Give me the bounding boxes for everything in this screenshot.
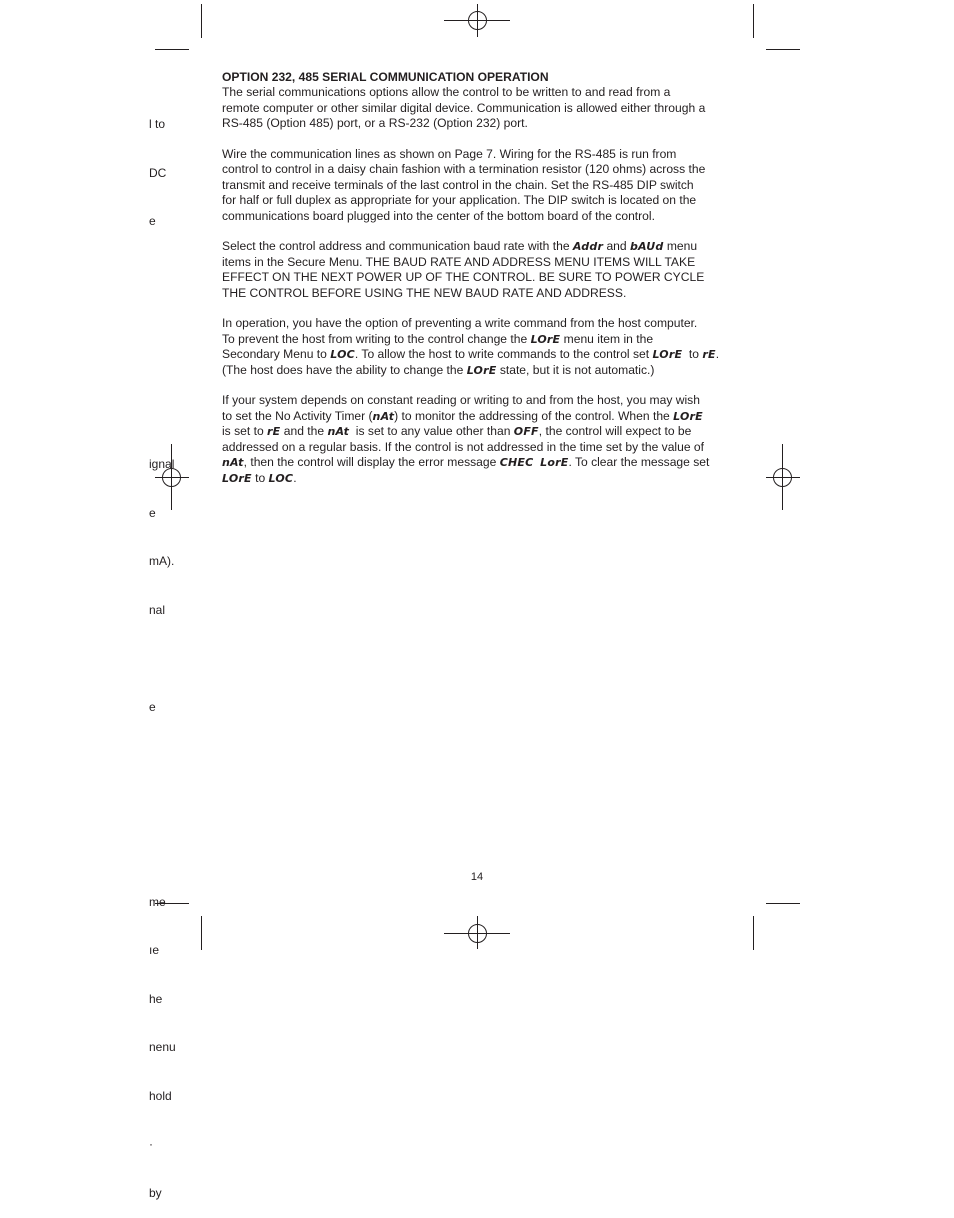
text-line: (The host does have the ability to change the LOrE state, but it is not automatic.): [222, 362, 655, 377]
paragraph-intro: [222, 85, 734, 131]
lcd-addr: Addr: [572, 240, 604, 254]
crop-mark: [155, 49, 189, 50]
text-line: Select the control address and communication baud rate with the Addr and bAUd menu: [222, 239, 698, 254]
text-line: remote computer or other similar digital device. Communication is allowed either through a: [222, 100, 706, 115]
text-line: The serial communications options allow the control to be written to and read from a: [222, 85, 671, 100]
text-line: communications board plugged into the center of the bottom board of the control.: [222, 208, 655, 223]
lcd-lore: LOrE: [673, 409, 703, 423]
lcd-re: rE: [267, 425, 281, 439]
lcd-lore: LorE: [540, 456, 569, 470]
lcd-nat: nAt: [327, 425, 350, 439]
bleed-line: [149, 748, 181, 765]
text-line: THE CONTROL BEFORE USING THE NEW BAUD RATE AND ADDRESS.: [222, 285, 627, 300]
lcd-baud: bAUd: [629, 240, 664, 254]
text-line: In operation, you have the option of preventing a write command from the host computer.: [222, 316, 698, 331]
lcd-chec: CHEC: [499, 456, 534, 470]
bleed-line: [149, 845, 181, 862]
crop-mark: [766, 49, 800, 50]
section-heading: OPTION 232, 485 SERIAL COMMUNICATION OPERATION: [222, 70, 549, 84]
text-line: is set to rE and the nAt is set to any value other than OFF, the control will expect to be: [222, 424, 692, 439]
lcd-loc: LOC: [330, 348, 355, 362]
text-line: To prevent the host from writing to the control change the LOrE menu item in the: [222, 331, 654, 346]
bleed-line: he: [149, 991, 163, 1006]
bleed-line: [149, 310, 181, 327]
bleed-line: ignal: [149, 457, 175, 472]
text-line: transmit and receive terminals of the last control in the chain. Set the RS-485 DIP switch: [222, 177, 694, 192]
bleed-line: e: [149, 214, 156, 229]
lcd-lore: LOrE: [466, 363, 497, 377]
paragraph-wiring: [222, 147, 734, 224]
crop-mark: [201, 4, 202, 38]
bleed-line: e: [149, 505, 156, 520]
text-line: items in the Secure Menu. THE BAUD RATE AND ADDRESS MENU ITEMS WILL TAKE: [222, 254, 696, 269]
paragraph-address-baud: [222, 239, 734, 301]
lcd-loc: LOC: [268, 471, 294, 485]
page-number: 14: [470, 871, 484, 883]
crop-mark: [201, 916, 202, 950]
bleed-line: ·: [149, 1137, 153, 1152]
paragraph-write-protect: [222, 316, 734, 378]
text-line: RS-485 (Option 485) port, or a RS-232 (Option 232) port.: [222, 116, 528, 131]
lcd-nat: nAt: [372, 409, 395, 423]
text-line: Wire the communication lines as shown on Page 7. Wiring for the RS-485 is run from: [222, 147, 677, 162]
lcd-lore: LOrE: [530, 332, 561, 346]
bleed-line: nenu: [149, 1040, 176, 1055]
crop-mark: [753, 916, 754, 950]
text-line: EFFECT ON THE NEXT POWER UP OF THE CONTROL. BE SURE TO POWER CYCLE: [222, 270, 705, 285]
lcd-off: OFF: [513, 425, 539, 439]
bleed-line: by: [149, 1186, 162, 1201]
text-line: to set the No Activity Timer (nAt) to monitor the addressing of the control. When the LOrE: [222, 408, 703, 423]
text-line: for half or full duplex as appropriate for your application. The DIP switch is located on the: [222, 193, 697, 208]
lcd-lore: LOrE: [652, 348, 683, 362]
bleed-line: ıe: [149, 943, 160, 958]
bleed-line: [149, 408, 181, 425]
crop-mark: [766, 903, 800, 904]
paragraph-no-activity-timer: [222, 393, 734, 485]
crop-mark: [753, 4, 754, 38]
text-line: If your system depends on constant reading or writing to and from the host, you may wish: [222, 393, 700, 408]
lcd-lore: LOrE: [222, 471, 252, 485]
lcd-nat: nAt: [222, 456, 244, 470]
text-line: Secondary Menu to LOC. To allow the host to write commands to the control set LOrE to rE.: [222, 347, 720, 362]
bleed-line: mA).: [149, 554, 175, 569]
bleed-line: [149, 262, 181, 279]
bleed-line: [149, 796, 181, 813]
bleed-line: hold: [149, 1088, 172, 1103]
page-content: [222, 70, 734, 501]
bleed-line: DC: [149, 165, 167, 180]
bleed-line: [149, 651, 181, 668]
bleed-line: l to: [149, 117, 166, 131]
lcd-re: rE: [702, 348, 716, 362]
bleed-line: [149, 359, 181, 376]
text-line: LOrE to LOC.: [222, 470, 297, 485]
text-line: addressed on a regular basis. If the control is not addressed in the time set by the value of: [222, 439, 705, 454]
facing-page-bleed: [149, 84, 181, 1218]
text-line: nAt, then the control will display the error message CHEC LorE. To clear the message set: [222, 455, 710, 470]
bleed-line: nal: [149, 602, 166, 617]
bleed-line: e: [149, 700, 156, 715]
text-line: control to control in a daisy chain fashion with a termination resistor (120 ohms) across the: [222, 162, 706, 177]
bleed-line: me: [149, 894, 166, 909]
